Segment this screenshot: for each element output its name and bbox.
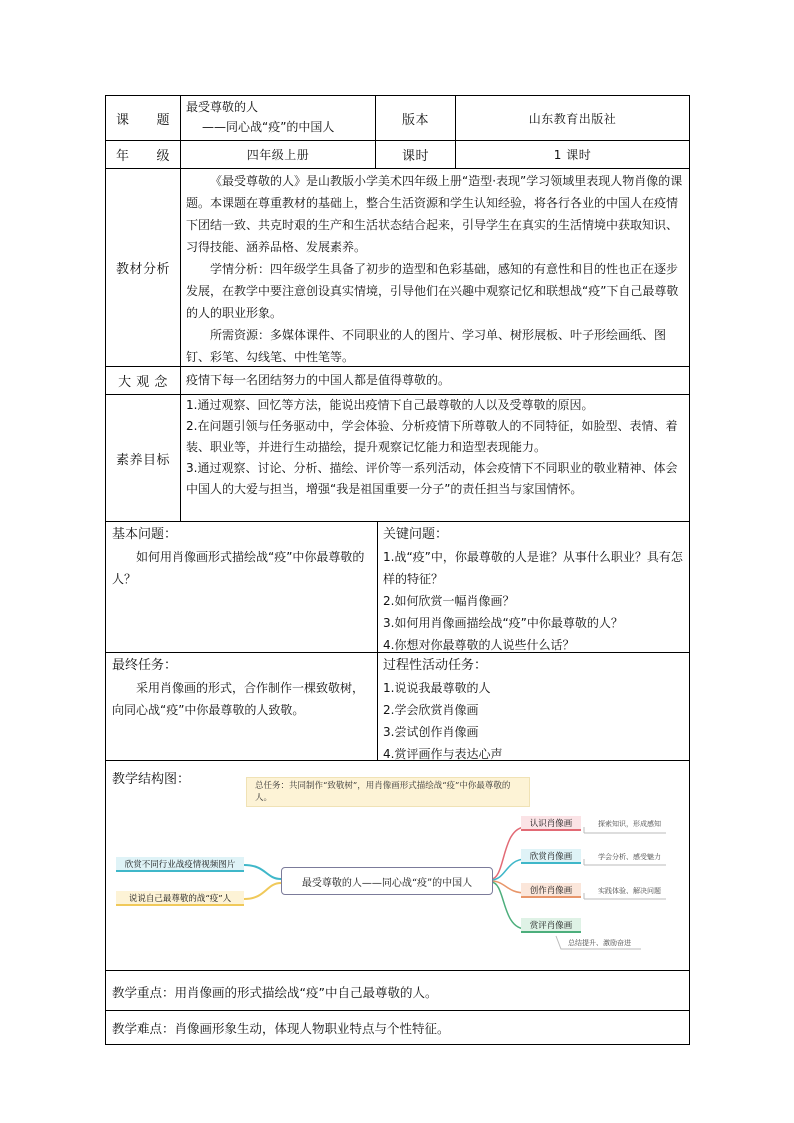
key-point-row (112, 983, 437, 1001)
connector-left-2 (244, 883, 281, 899)
period-label: 课时 (401, 149, 429, 164)
process-task-title: 过程性活动任务： (383, 658, 488, 673)
key-point-label: 教学重点： (112, 985, 175, 1000)
process-task-item: 1.说说我最尊敬的人 (383, 681, 491, 695)
analysis-paragraph-1: 《最受尊敬的人》是山教版小学美术四年级上册“造型·表现”学习领域里表现人物肖像的课题。本课题在尊重教材的基础上，整合生活资源和学生认知经验，将各行各业的中国人在疫情下团结一致、共克时艰的生产和生活状态结合起来，引导学生在真实的生活情境中获取知识、习得技能、涵养品格、发展素养。 (186, 174, 683, 254)
goals-label: 素养目标 (115, 452, 170, 468)
difficult-point-row (112, 1019, 450, 1037)
right-note-1: 探索知识，形成感知 (598, 820, 661, 828)
goal-item: 1.通过观察、回忆等方法，能说出疫情下自己最尊敬的人以及受尊敬的原因。 (186, 398, 594, 412)
process-task-item: 3.尝试创作肖像画 (383, 725, 479, 739)
key-question-item: 4.你想对你最尊敬的人说些什么话？ (383, 638, 575, 652)
left-node-2: 说说自己最尊敬的战“疫”人 (116, 891, 244, 906)
right-node-3: 创作肖像画 (521, 883, 581, 898)
structure-label: 教学结构图： (112, 772, 191, 787)
basic-question-text: 如何用肖像画形式描绘战“疫”中你最尊敬的人？ (112, 550, 365, 586)
difficult-point-text: 肖像画形象生动，体现人物职业特点与个性特征。 (174, 1021, 450, 1036)
connector-left-1 (244, 865, 281, 879)
course-label: 课 题 (115, 112, 170, 128)
analysis-paragraph-3: 所需资源：多媒体课件、不同职业的人的图片、学习单、树形展板、叶子形绘画纸、图钉、彩笔、勾线笔、中性笔等。 (186, 328, 667, 364)
center-node (281, 867, 493, 895)
center-node-text: 最受尊敬的人——同心战“疫”的中国人 (301, 877, 473, 889)
key-question-title: 关键问题： (383, 527, 449, 542)
concept-label: 大 观 念 (118, 375, 168, 390)
course-title-line2: ——同心战“疫”的中国人 (202, 120, 335, 134)
grade-label: 年 级 (115, 149, 170, 164)
edition-value: 山东教育出版社 (528, 111, 617, 126)
course-title (186, 97, 374, 139)
analysis-label: 教材分析 (115, 262, 170, 277)
key-question-item: 1.战“疫”中，你最尊敬的人是谁？从事什么职业？具有怎样的特征？ (383, 550, 683, 586)
overall-task-text: 总任务：共同制作“致敬树”，用肖像画形式描绘战“疫”中你最尊敬的人。 (255, 781, 511, 803)
basic-question-title: 基本问题： (112, 527, 178, 542)
right-note-2: 学会分析、感受魅力 (598, 853, 661, 861)
goals-list (186, 395, 684, 500)
final-task-title: 最终任务： (112, 658, 178, 673)
difficult-point-label: 教学难点： (112, 1021, 175, 1036)
concept-text: 疫情下每一名团结努力的中国人都是值得尊敬的。 (186, 373, 451, 387)
key-point-text: 用肖像画的形式描绘战“疫”中自己最尊敬的人。 (174, 985, 438, 1000)
right-note-4: 总结提升、激励奋进 (568, 939, 631, 947)
analysis-content (186, 170, 684, 368)
process-task-item: 2.学会欣赏肖像画 (383, 703, 479, 717)
overall-task-box (246, 777, 530, 807)
right-node-4: 赏评肖像画 (521, 918, 581, 933)
left-node-1: 欣赏不同行业战疫情视频图片 (116, 857, 244, 872)
key-question-item: 2.如何欣赏一幅肖像画？ (383, 594, 515, 608)
edition-label: 版本 (401, 112, 429, 128)
right-node-2: 欣赏肖像画 (521, 849, 581, 864)
key-question-cell (383, 524, 685, 656)
analysis-paragraph-2: 学情分析：四年级学生具备了初步的造型和色彩基础，感知的有意性和目的性也正在逐步发展，在教学中要注意创设真实情境，引导他们在兴趣中观察记忆和联想战“疫”下自己最尊敬的人的职业形象。 (186, 262, 679, 320)
goal-item: 3.通过观察、讨论、分析、描绘、评价等一系列活动，体会疫情下不同职业的敬业精神、体会中国人的大爱与担当，增强“我是祖国重要一分子”的责任担当与家国情怀。 (186, 461, 678, 496)
course-title-line1: 最受尊敬的人 (186, 100, 259, 114)
basic-question-cell (112, 524, 370, 590)
right-node-1: 认识肖像画 (521, 816, 581, 831)
process-task-item: 4.赏评画作与表达心声 (383, 747, 503, 761)
final-task-cell (112, 655, 370, 721)
grade-value: 四年级上册 (246, 148, 310, 162)
period-value: 1 课时 (553, 148, 592, 162)
mindmap (106, 761, 689, 969)
right-note-3: 实践体验、解决问题 (598, 887, 661, 895)
goal-item: 2.在问题引领与任务驱动中，学会体验、分析疫情下所尊敬人的不同特征，如脸型、表情、着装、职业等，并进行生动描绘，提升观察记忆能力和造型表现能力。 (186, 419, 678, 454)
key-question-item: 3.如何用肖像画描绘战“疫”中你最尊敬的人？ (383, 616, 623, 630)
final-task-text: 采用肖像画的形式，合作制作一棵致敬树，向同心战“疫”中你最尊敬的人致敬。 (112, 681, 365, 717)
process-task-cell (383, 655, 685, 765)
